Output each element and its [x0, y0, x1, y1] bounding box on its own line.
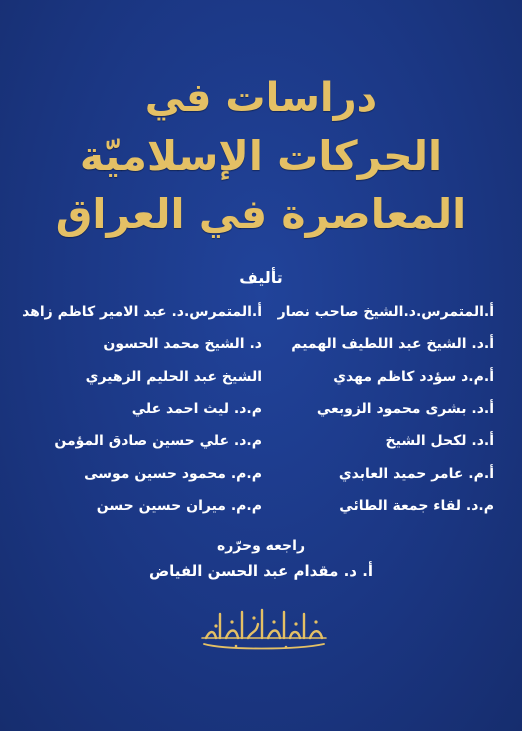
authored-label: تأليف [239, 268, 283, 287]
author-name: م.د. لقاء جمعة الطائي [339, 497, 494, 514]
author-row [28, 425, 494, 457]
author-name: أ.م. عامر حميد العابدي [338, 465, 494, 482]
revised-label: راجعه وحرّره [216, 538, 306, 554]
author-name: أ.المتمرس.د. عبد الامير كاظم زاهد [22, 304, 262, 321]
author-row [28, 328, 494, 360]
title-line-3: المعاصرة في العراق [55, 190, 467, 238]
editor-name: أ. د. مقدام عبد الحسن الفياض [148, 562, 374, 580]
author-name: أ.د. الشيخ عبد اللطيف الهميم [291, 336, 494, 353]
author-name: أ.م.د سؤدد كاظم مهدي [333, 368, 494, 385]
author-row [28, 361, 494, 393]
author-name: م.د. ليث احمد علي [131, 401, 262, 418]
author-row [28, 457, 494, 489]
author-row [22, 296, 494, 328]
author-name: الشيخ عبد الحليم الزهيري [85, 368, 262, 385]
author-name: أ.المتمرس.د.الشيخ صاحب نصار [277, 304, 494, 321]
author-name: د. الشيخ محمد الحسون [103, 336, 262, 353]
publisher-calligraphy-logo [196, 600, 332, 652]
author-name: م.م. محمود حسين موسى [84, 465, 262, 482]
author-row [28, 393, 494, 425]
author-name: م.م. ميران حسين حسن [96, 497, 262, 514]
author-row [28, 490, 494, 522]
author-name: م.د. علي حسين صادق المؤمن [54, 433, 262, 450]
author-list [22, 296, 494, 522]
author-name: أ.د. بشرى محمود الزوبعي [316, 401, 494, 418]
title-line-1: دراسات في [144, 75, 378, 121]
title-line-2: الحركات الإسلاميّة [79, 132, 443, 180]
author-name: أ.د. لكحل الشيخ [385, 433, 494, 450]
calligraphy-logo-icon [196, 600, 332, 652]
